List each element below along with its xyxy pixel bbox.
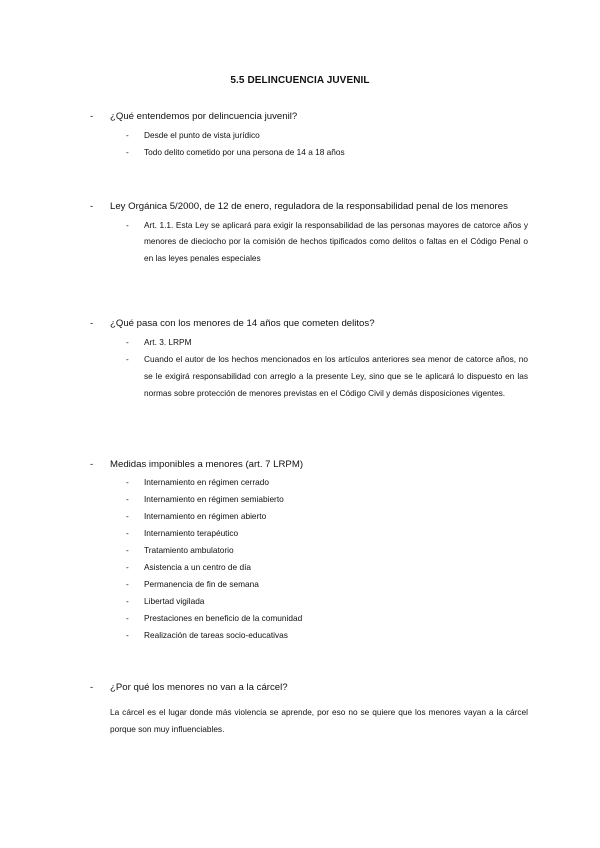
list-item: - Desde el punto de vista jurídico <box>144 127 528 144</box>
section-heading: - Ley Orgánica 5/2000, de 12 de enero, reguladora de la responsabilidad penal de los menores <box>110 198 528 216</box>
section-heading: - ¿Qué entendemos por delincuencia juvenil? <box>110 108 528 126</box>
list-item: - Libertad vigilada <box>144 593 528 610</box>
sub-list <box>144 217 528 266</box>
section-definition <box>0 108 600 161</box>
list-item: - Art. 3. LRPM <box>144 334 528 351</box>
list-item: - Internamiento terapéutico <box>144 525 528 542</box>
list-item: - Tratamiento ambulatorio <box>144 542 528 559</box>
section-measures <box>0 456 600 644</box>
page-title: 5.5 DELINCUENCIA JUVENIL <box>230 75 370 86</box>
section-heading: - Medidas imponibles a menores (art. 7 LRPM) <box>110 456 528 474</box>
list-item: - Asistencia a un centro de día <box>144 559 528 576</box>
list-item: - Internamiento en régimen cerrado <box>144 474 528 491</box>
list-item: - Internamiento en régimen abierto <box>144 508 528 525</box>
list-item: - Todo delito cometido por una persona de 14 a 18 años <box>144 144 528 161</box>
sub-list <box>144 127 528 161</box>
list-item: - Prestaciones en beneficio de la comunidad <box>144 610 528 627</box>
list-item: - Art. 1.1. Esta Ley se aplicará para exigir la responsabilidad de las personas mayores de catorce años y menores de dieciocho por la comisión de hechos tipificados como delitos o faltas en el Código Penal o en las leyes penales especiales <box>144 217 528 266</box>
section-prison <box>0 679 600 737</box>
list-item: - Internamiento en régimen semiabierto <box>144 491 528 508</box>
sub-list <box>144 334 528 402</box>
section-heading: - ¿Por qué los menores no van a la cárcel? <box>110 679 528 697</box>
section-law <box>0 198 600 266</box>
list-item: - Permanencia de fin de semana <box>144 576 528 593</box>
section-paragraph: La cárcel es el lugar donde más violencia se aprende, por eso no se quiere que los menores vayan a la cárcel porque son muy influenciables. <box>110 707 528 734</box>
section-heading: - ¿Qué pasa con los menores de 14 años que cometen delitos? <box>110 315 528 333</box>
list-item: - Realización de tareas socio-educativas <box>144 627 528 644</box>
list-item: - Cuando el autor de los hechos mencionados en los artículos anteriores sea menor de catorce años, no se le exigirá responsabilidad con arreglo a la presente Ley, sino que se le aplicará lo dispuesto en las normas sobre protección de menores previstas en el Código Civil y demás disposiciones vigentes. <box>144 351 528 402</box>
section-under-14 <box>0 315 600 402</box>
sub-list <box>144 474 528 644</box>
